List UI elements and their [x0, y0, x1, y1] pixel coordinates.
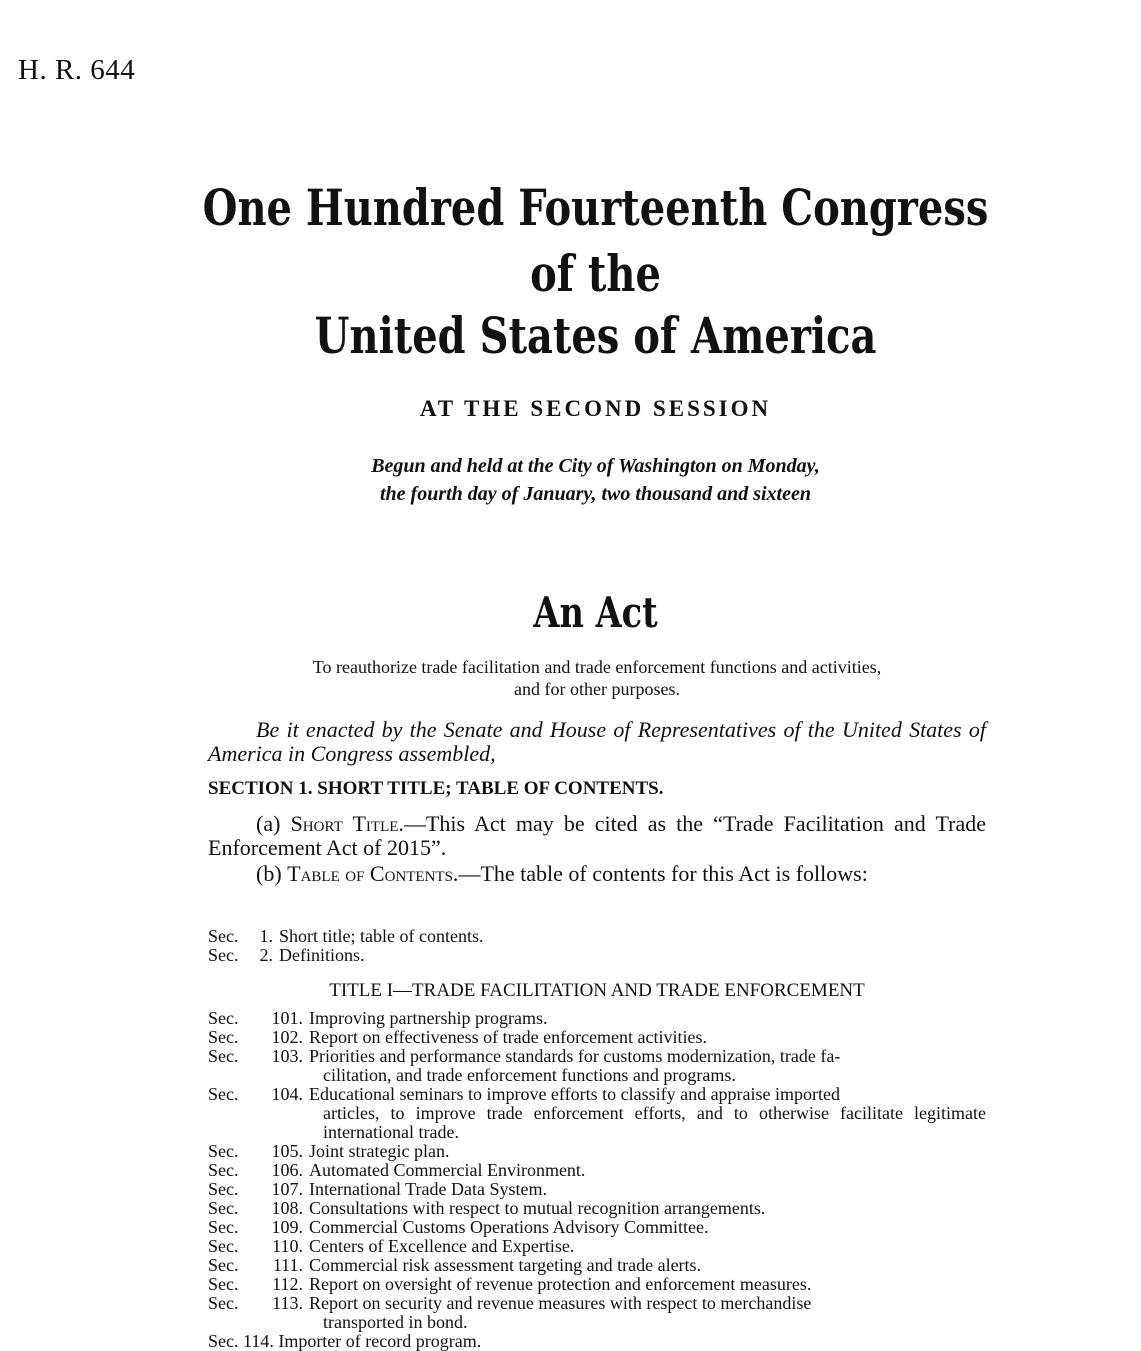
toc-title-1-list: [208, 1009, 986, 1332]
toc-entry: [208, 1218, 986, 1237]
toc-sec-label: Sec.: [208, 1236, 239, 1256]
toc-num: 107.: [271, 1179, 303, 1199]
toc-text-continuation: articles, to improve trade enforcement efforts, and to otherwise facilitate legitimate international trade.: [323, 1103, 986, 1142]
para-a-heading: Short Title.: [290, 811, 404, 836]
toc-text: [303, 1294, 986, 1332]
para-a-label: (a): [256, 811, 291, 836]
toc-entry: [208, 1180, 986, 1199]
toc-entry: [208, 1009, 986, 1028]
toc-num: 1.: [259, 926, 273, 946]
act-purpose-line2: and for other purposes.: [514, 679, 680, 699]
toc-entry: [208, 1085, 986, 1142]
toc-entry: [208, 1161, 986, 1180]
session-heading: AT THE SECOND SESSION: [419, 396, 772, 421]
toc-text-main: Commercial risk assessment targeting and trade alerts.: [309, 1255, 702, 1275]
toc-num: 105.: [271, 1141, 303, 1161]
toc-num: 112.: [272, 1274, 303, 1294]
toc-text-main: Priorities and performance standards for customs modernization, trade fa-: [309, 1046, 841, 1066]
toc-partial-line: Sec. 114. Importer of record program.: [208, 1331, 482, 1351]
toc-num: 101.: [271, 1008, 303, 1028]
toc-text: Short title; table of contents.: [279, 926, 484, 946]
enacting-clause: Be it enacted by the Senate and House of Representatives of the United States of America in Congress assembled,: [208, 717, 986, 766]
session-date: [0, 452, 1141, 508]
toc-text-main: Improving partnership programs.: [309, 1008, 548, 1028]
toc-sec-label: Sec.: [208, 1293, 239, 1313]
toc-sec-label: Sec.: [208, 1027, 239, 1047]
congress-title-line3: United States of America: [314, 306, 877, 365]
toc-text: [303, 1009, 986, 1028]
para-b-heading: Table of Contents.: [287, 861, 459, 886]
toc-num: 102.: [271, 1027, 303, 1047]
toc-text: [303, 1256, 986, 1275]
toc-num: 106.: [271, 1160, 303, 1180]
toc-text: Definitions.: [279, 945, 365, 965]
toc-entry: [208, 1275, 986, 1294]
toc-num: 111.: [272, 1255, 303, 1275]
congress-title-line1: One Hundred Fourteenth Congress: [202, 178, 989, 237]
toc-text-main: Commercial Customs Operations Advisory Committee.: [309, 1217, 709, 1237]
toc-text-continuation: cilitation, and trade enforcement functions and programs.: [323, 1065, 736, 1085]
section-1-heading: SECTION 1. SHORT TITLE; TABLE OF CONTENTS.: [208, 778, 664, 799]
toc-text: [303, 1085, 986, 1142]
act-heading: An Act: [533, 588, 658, 637]
toc-text-main: Consultations with respect to mutual recognition arrangements.: [309, 1198, 766, 1218]
toc-sec-label: Sec.: [208, 1198, 239, 1218]
toc-num: 113.: [272, 1293, 303, 1313]
toc-sec-label: Sec.: [208, 945, 239, 965]
toc-entry: [208, 1028, 986, 1047]
toc-text-main: Joint strategic plan.: [309, 1141, 450, 1161]
congress-title-line2: of the: [530, 244, 661, 303]
toc-sec-label: Sec.: [208, 1217, 239, 1237]
toc-text-continuation: transported in bond.: [323, 1312, 468, 1332]
toc-text: [303, 1047, 986, 1085]
toc-text-main: Educational seminars to improve efforts to classify and appraise imported: [309, 1084, 841, 1104]
para-a-text: —This Act may be cited as the “Trade Facilitation and Trade Enforcement Act of 2015”.: [208, 811, 986, 860]
toc-entry: [208, 927, 986, 946]
toc-text-main: International Trade Data System.: [309, 1179, 547, 1199]
toc-sec-label: Sec.: [208, 926, 239, 946]
toc-num: 104.: [271, 1084, 303, 1104]
toc-sec-label: Sec.: [208, 1274, 239, 1294]
toc-num: 110.: [272, 1236, 303, 1256]
table-of-contents-paragraph: [208, 862, 986, 886]
para-b-text: —The table of contents for this Act is follows:: [458, 861, 868, 886]
toc-text: [303, 1028, 986, 1047]
toc-sec-label: Sec.: [208, 1141, 239, 1161]
short-title-paragraph: [208, 812, 986, 860]
act-purpose-line1: To reauthorize trade facilitation and trade enforcement functions and activities,: [312, 657, 882, 677]
toc-text-main: Automated Commercial Environment.: [309, 1160, 586, 1180]
toc-sec-label: Sec.: [208, 1084, 239, 1104]
toc-entry: [208, 1047, 986, 1085]
toc-text: [303, 1180, 986, 1199]
toc-entry: [208, 1256, 986, 1275]
toc-text-main: Report on effectiveness of trade enforcement activities.: [309, 1027, 708, 1047]
toc-entry: [208, 1294, 986, 1332]
toc-num: 109.: [271, 1217, 303, 1237]
toc-sec-label: Sec.: [208, 1046, 239, 1066]
toc-text: [303, 1275, 986, 1294]
toc-text: [303, 1199, 986, 1218]
session-date-line1: Begun and held at the City of Washington on Monday,: [371, 455, 820, 477]
toc-text-main: Report on oversight of revenue protection and enforcement measures.: [309, 1274, 812, 1294]
toc-num: 108.: [271, 1198, 303, 1218]
toc-entry: [208, 1237, 986, 1256]
act-purpose: [232, 656, 962, 700]
toc-num: 2.: [259, 945, 273, 965]
toc-entry: [208, 946, 986, 965]
toc-text: [303, 1218, 986, 1237]
toc-sec-label: Sec.: [208, 1160, 239, 1180]
toc-sec-label: Sec.: [208, 1255, 239, 1275]
toc-text-main: Report on security and revenue measures with respect to merchandise: [309, 1293, 812, 1313]
toc-num: 103.: [271, 1046, 303, 1066]
toc-sec-label: Sec.: [208, 1008, 239, 1028]
toc-sec-label: Sec.: [208, 1179, 239, 1199]
toc-text-main: Centers of Excellence and Expertise.: [309, 1236, 575, 1256]
toc-text: [303, 1142, 986, 1161]
para-b-label: (b): [256, 861, 288, 886]
toc-entry: [208, 1142, 986, 1161]
toc-text: [303, 1161, 986, 1180]
toc-title-1-heading: TITLE I—TRADE FACILITATION AND TRADE ENFORCEMENT: [329, 980, 865, 1001]
session-date-line2: the fourth day of January, two thousand and sixteen: [379, 483, 811, 505]
toc-general: [208, 927, 986, 965]
toc-text: [303, 1237, 986, 1256]
bill-number: H. R. 644: [18, 54, 136, 86]
toc-entry: [208, 1199, 986, 1218]
